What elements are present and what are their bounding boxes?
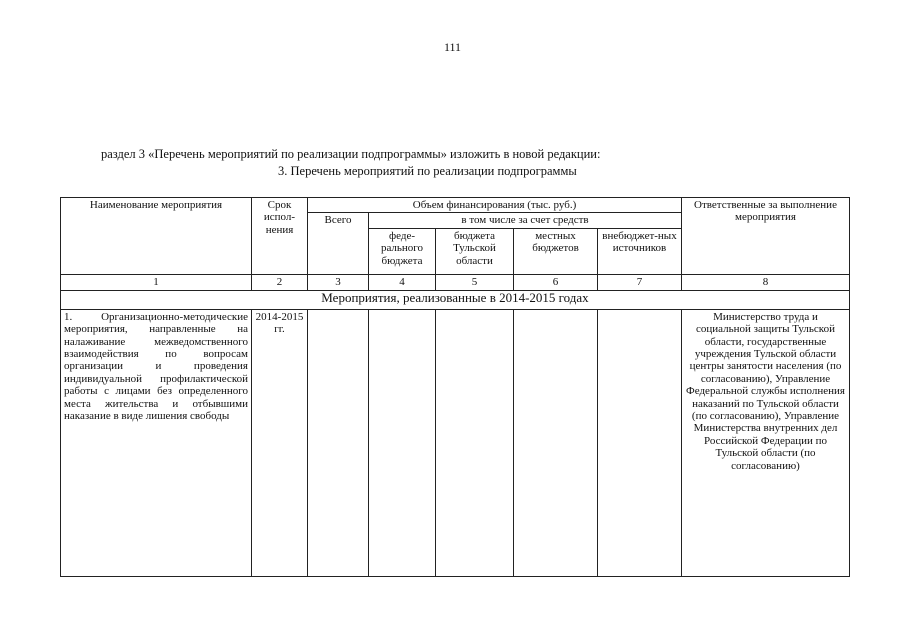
header-regional: бюджета Тульской области (436, 228, 514, 274)
measures-table (60, 197, 850, 577)
column-number: 4 (369, 274, 436, 290)
header-total: Всего (308, 213, 369, 274)
measure-federal (369, 309, 436, 576)
page-number: 111 (443, 40, 462, 54)
column-number: 8 (682, 274, 850, 290)
column-number: 2 (252, 274, 308, 290)
header-term: Срок испол-нения (252, 198, 308, 275)
header-extra: внебюджет-ных источников (598, 228, 682, 274)
table-title: 3. Перечень мероприятий по реализации подпрограммы (278, 164, 577, 178)
measure-total (308, 309, 369, 576)
section-row (61, 290, 850, 309)
column-number-row (61, 274, 850, 290)
measure-regional (436, 309, 514, 576)
column-number: 5 (436, 274, 514, 290)
column-number: 3 (308, 274, 369, 290)
table-row (61, 309, 850, 576)
measure-local (514, 309, 598, 576)
header-local: местных бюджетов (514, 228, 598, 274)
header-funding: Объем финансирования (тыс. руб.) (308, 198, 682, 213)
column-number: 6 (514, 274, 598, 290)
section-title: Мероприятия, реализованные в 2014-2015 годах (61, 290, 850, 309)
measure-extra (598, 309, 682, 576)
measure-term: 2014-2015 гг. (252, 309, 308, 576)
header-including: в том числе за счет средств (369, 213, 682, 228)
measure-name: 1. Организационно-методические мероприятия, направленные на налаживание межведомственного взаимодействия по вопросам организации и проведения индивидуальной профилактической работы с лицами без определенного места жительства и отбывшими наказание в виде лишения свободы (61, 309, 252, 576)
intro-text: раздел 3 «Перечень мероприятий по реализации подпрограммы» изложить в новой редакции: (101, 147, 601, 161)
header-name: Наименование мероприятия (61, 198, 252, 275)
header-row-1 (61, 198, 850, 213)
header-federal: феде-рального бюджета (369, 228, 436, 274)
column-number: 7 (598, 274, 682, 290)
header-responsible: Ответственные за выполнение мероприятия (682, 198, 850, 275)
measure-responsible: Министерство труда и социальной защиты Тульской области, государственные учреждения Тульской области центры занятости населения (по согласованию), Управление Федеральной службы исполнения наказаний по Тульской области (по согласованию), Управление Министерства внутренних дел Российской Федерации по Тульской области (по согласованию) (682, 309, 850, 576)
column-number: 1 (61, 274, 252, 290)
